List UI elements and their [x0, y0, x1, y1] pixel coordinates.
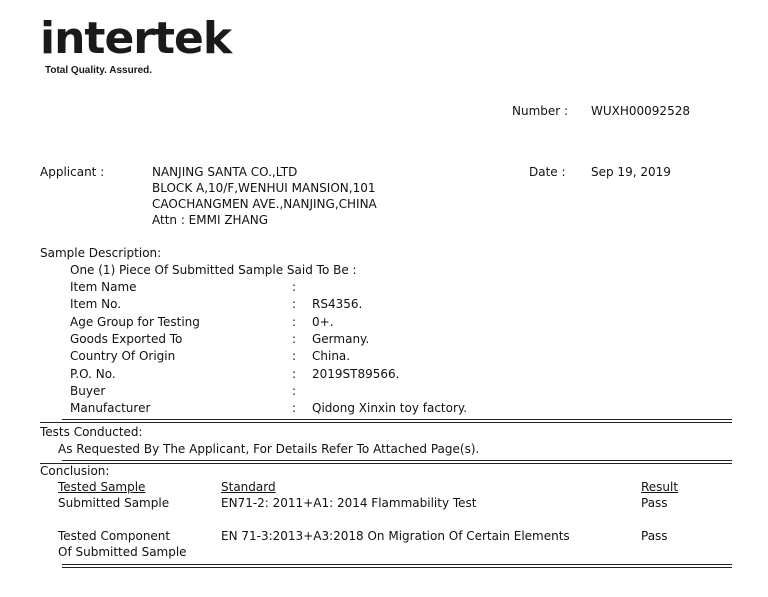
field-label: Manufacturer	[70, 401, 151, 415]
field-colon: :	[292, 297, 297, 311]
applicant-attn: Attn : EMMI ZHANG	[152, 213, 269, 227]
field-colon: :	[292, 367, 297, 381]
number-label: Number :	[512, 104, 569, 118]
divider	[62, 567, 732, 568]
conclusion-heading: Conclusion:	[40, 464, 110, 478]
row-standard: EN71-2: 2011+A1: 2014 Flammability Test	[221, 496, 477, 510]
field-colon: :	[292, 384, 297, 398]
field-colon: :	[292, 315, 297, 329]
number-value: WUXH00092528	[591, 104, 690, 118]
sample-heading: Sample Description:	[40, 246, 162, 260]
field-colon: :	[292, 332, 297, 346]
field-colon: :	[292, 280, 297, 294]
col-header-standard: Standard	[221, 480, 276, 494]
date-value: Sep 19, 2019	[591, 165, 671, 179]
applicant-line: NANJING SANTA CO.,LTD	[152, 165, 298, 179]
field-label: Buyer	[70, 384, 106, 398]
field-value: 0+.	[312, 315, 334, 329]
row-standard: EN 71-3:2013+A3:2018 On Migration Of Certain Elements	[221, 529, 570, 543]
row-sample: Submitted Sample	[58, 496, 170, 510]
field-value: Germany.	[312, 332, 370, 346]
col-header-result: Result	[641, 480, 679, 494]
divider	[62, 419, 732, 420]
divider	[40, 422, 732, 423]
field-label: Country Of Origin	[70, 349, 176, 363]
applicant-label: Applicant :	[40, 165, 105, 179]
field-value: 2019ST89566.	[312, 367, 400, 381]
field-label: Age Group for Testing	[70, 315, 200, 329]
applicant-line: CAOCHANGMEN AVE.,NANJING,CHINA	[152, 197, 377, 211]
date-label: Date :	[529, 165, 566, 179]
row-sample: Tested Component	[58, 529, 171, 543]
tests-heading: Tests Conducted:	[40, 425, 143, 439]
field-label: Item No.	[70, 297, 122, 311]
row-sample: Of Submitted Sample	[58, 545, 187, 559]
tests-text: As Requested By The Applicant, For Details Refer To Attached Page(s).	[58, 442, 480, 456]
field-value: Qidong Xinxin toy factory.	[312, 401, 468, 415]
applicant-line: BLOCK A,10/F,WENHUI MANSION,101	[152, 181, 376, 195]
row-result: Pass	[641, 529, 668, 543]
divider	[62, 460, 732, 461]
logo-wordmark: intertek	[40, 13, 232, 64]
col-header-sample: Tested Sample	[58, 480, 146, 494]
field-value: China.	[312, 349, 351, 363]
field-value: RS4356.	[312, 297, 363, 311]
field-label: Goods Exported To	[70, 332, 183, 346]
divider	[62, 564, 732, 565]
divider	[40, 463, 732, 464]
field-label: Item Name	[70, 280, 137, 294]
field-colon: :	[292, 349, 297, 363]
field-colon: :	[292, 401, 297, 415]
field-label: P.O. No.	[70, 367, 116, 381]
sample-intro: One (1) Piece Of Submitted Sample Said To Be :	[70, 263, 357, 277]
row-result: Pass	[641, 496, 668, 510]
logo-tagline: Total Quality. Assured.	[45, 65, 153, 76]
